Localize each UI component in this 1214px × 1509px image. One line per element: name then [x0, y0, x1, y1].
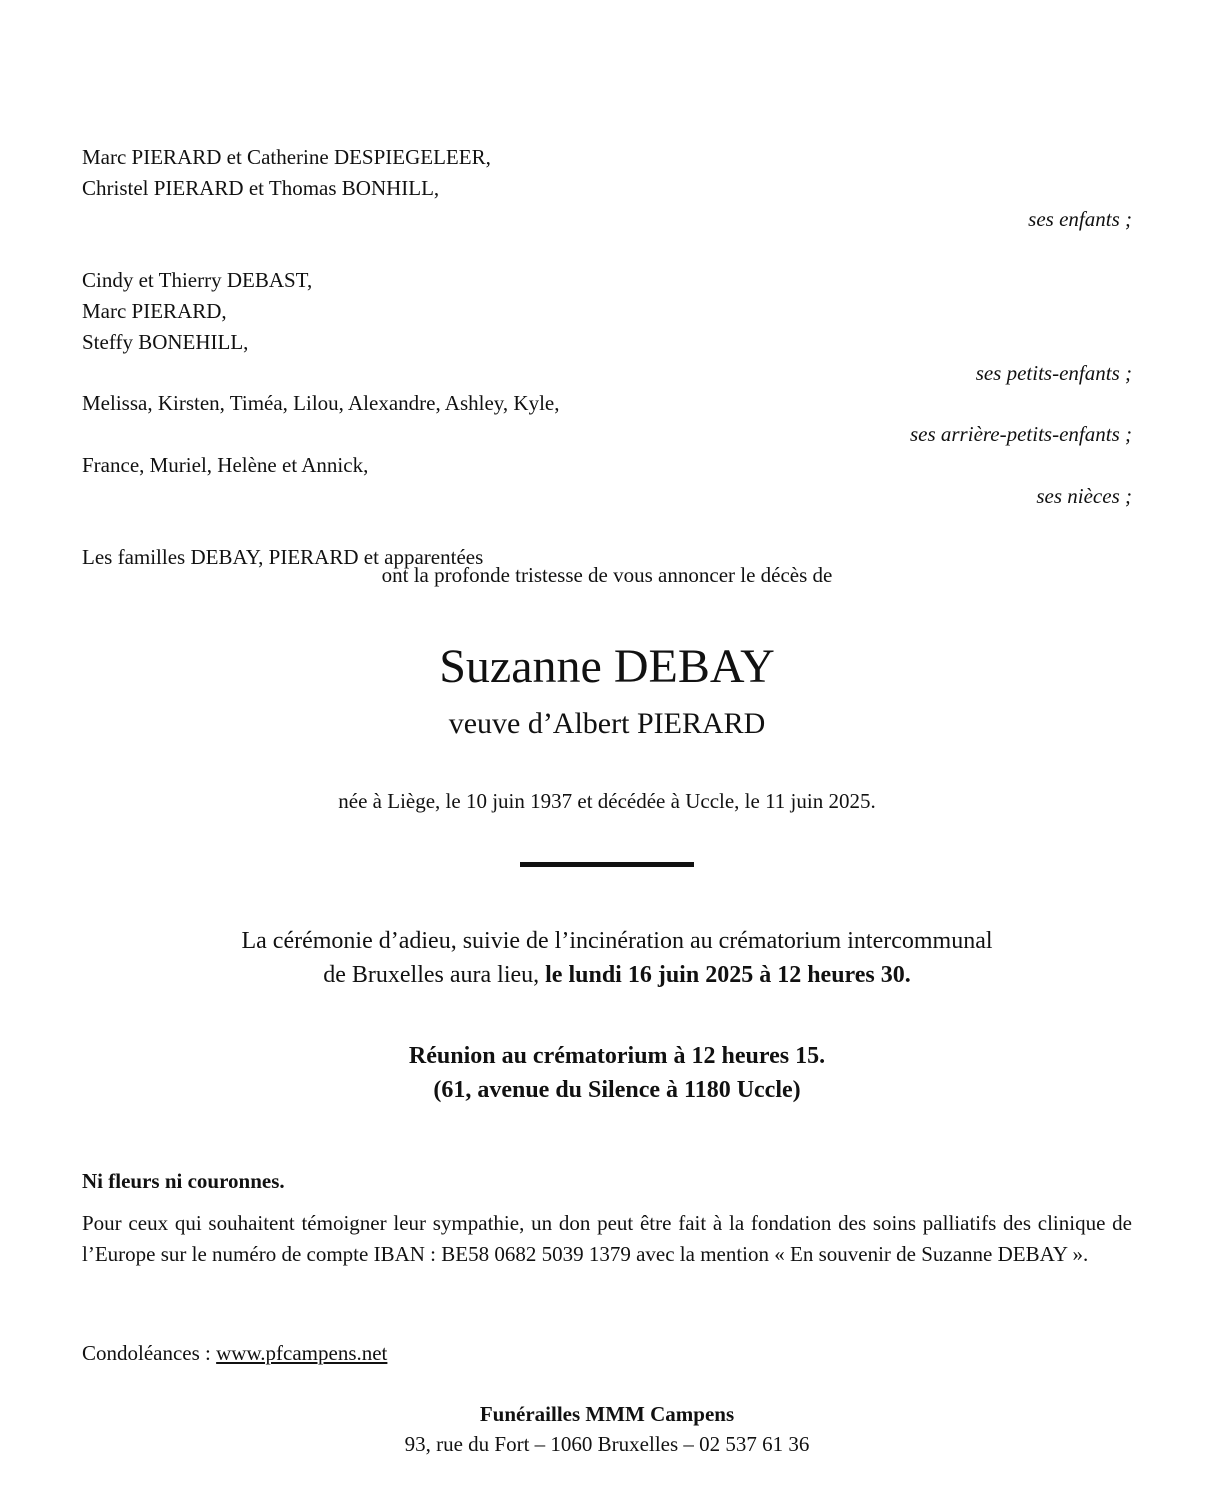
funeral-home-name: Funérailles MMM Campens [479, 1402, 735, 1426]
funeral-home-address: 93, rue du Fort – 1060 Bruxelles – 02 537 61 36 [404, 1432, 810, 1456]
great-grandchildren-role: ses arrière-petits-enfants ; [909, 422, 1132, 447]
reunion-line1: Réunion au crématorium à 12 heures 15. [408, 1043, 826, 1069]
deceased-name: Suzanne DEBAY [439, 640, 775, 693]
family-nieces: France, Muriel, Helène et Annick, [82, 452, 369, 477]
ceremony-line2-prefix: de Bruxelles aura lieu, [323, 962, 546, 988]
condolences-label: Condoléances : [82, 1341, 217, 1365]
ceremony-datetime: le lundi 16 juin 2025 à 12 heures 30. [545, 962, 911, 988]
condolences [82, 1341, 387, 1366]
family-grandchildren-1: Cindy et Thierry DEBAST, [82, 268, 313, 293]
widow-of: veuve d’Albert PIERARD [448, 707, 766, 740]
no-flowers-note: Ni fleurs ni couronnes. [82, 1169, 285, 1193]
family-children-2: Christel PIERARD et Thomas BONHILL, [82, 175, 440, 200]
separator-rule [520, 862, 694, 867]
grandchildren-role: ses petits-enfants ; [975, 360, 1132, 385]
family-families: Les familles DEBAY, PIERARD et apparentées [82, 545, 484, 570]
ceremony-line1: La cérémonie d’adieu, suivie de l’incinération au crématorium intercommunal [241, 928, 993, 954]
reunion-info [0, 1039, 1214, 1107]
family-great-grandchildren: Melissa, Kirsten, Timéa, Lilou, Alexandre, Ashley, Kyle, [82, 391, 560, 416]
children-role: ses enfants ; [1028, 206, 1132, 231]
family-children-1: Marc PIERARD et Catherine DESPIEGELEER, [82, 145, 491, 169]
family-grandchildren-2: Marc PIERARD, [82, 298, 227, 323]
condolences-link[interactable]: www.pfcampens.net [216, 1341, 388, 1365]
reunion-address: (61, avenue du Silence à 1180 Uccle) [433, 1077, 801, 1103]
family-grandchildren-3: Steffy BONEHILL, [82, 329, 249, 354]
nieces-role: ses nièces ; [1036, 483, 1132, 508]
ceremony-info [0, 924, 1214, 992]
donation-note: Pour ceux qui souhaitent témoigner leur sympathie, un don peut être fait à la fondation des soins palliatifs des clinique de l’Europe sur le numéro de compte IBAN : BE58 0682 5039 1379 avec la mention « En souvenir de Suzanne DEBAY ». [82, 1211, 1132, 1266]
birth-death-dates: née à Liège, le 10 juin 1937 et décédée à Uccle, le 11 juin 2025. [338, 789, 876, 813]
announcement-intro: ont la profonde tristesse de vous annoncer le décès de [381, 563, 833, 587]
family-list [82, 142, 1132, 573]
